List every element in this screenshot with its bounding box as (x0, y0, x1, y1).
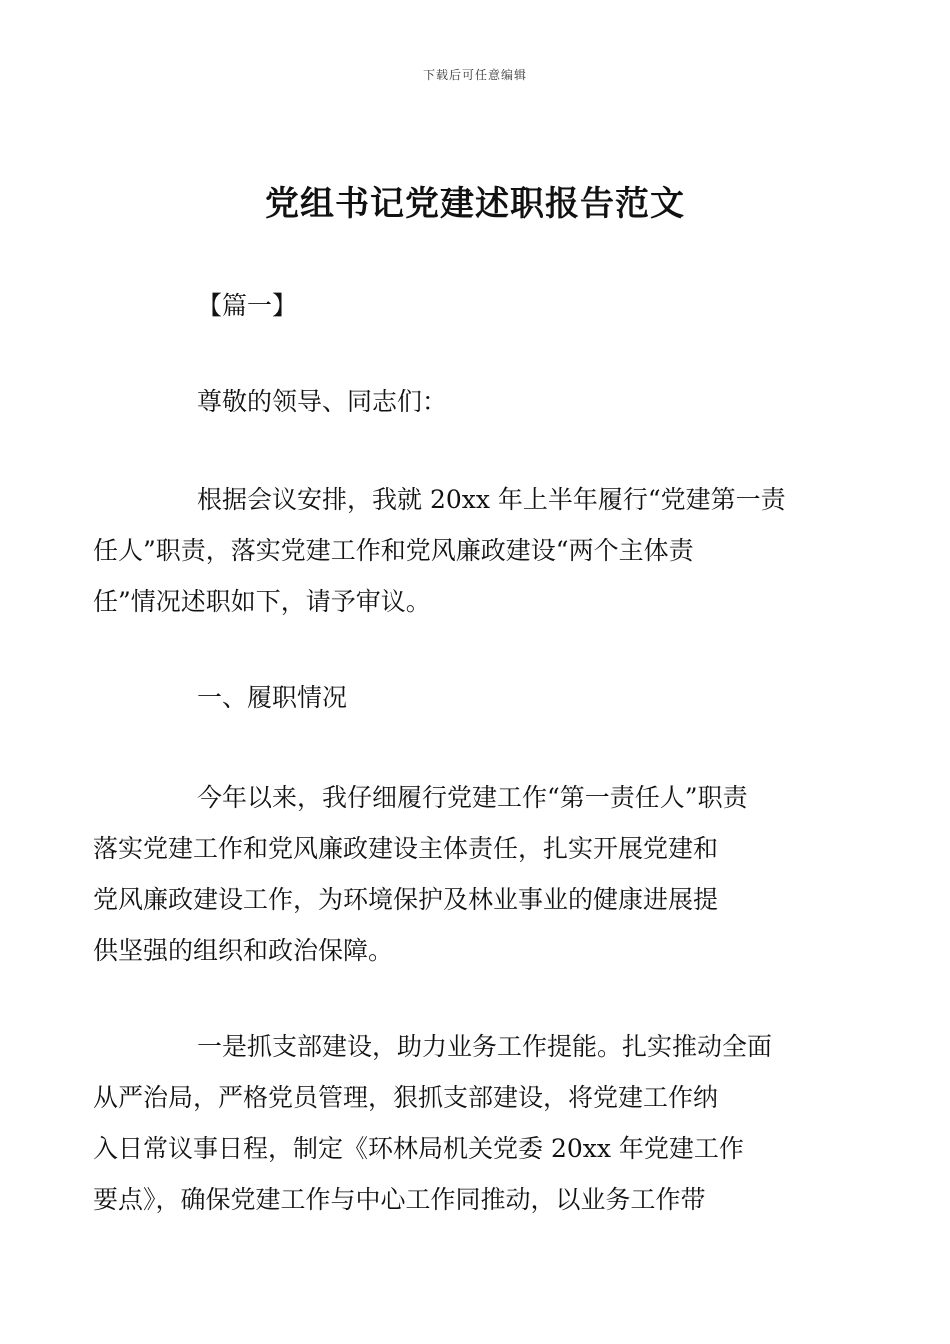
paragraph-line: 供坚强的组织和政治保障。 (93, 936, 394, 965)
paragraph-line: 党风廉政建设工作，为环境保护及林业事业的健康进展提 (93, 885, 719, 914)
document-title: 党组书记党建述职报告范文 (265, 184, 685, 224)
paragraph-line: 任”情况述职如下，请予审议。 (93, 587, 431, 616)
section-heading: 一、履职情况 (197, 683, 348, 712)
paragraph-line: 根据会议安排，我就 20xx 年上半年履行“党建第一责 (197, 485, 786, 514)
paragraph-1 (93, 474, 807, 627)
header-note: 下载后可任意编辑 (422, 68, 527, 82)
paragraph-line: 落实党建工作和党风廉政建设主体责任，扎实开展党建和 (93, 834, 719, 863)
paragraph-line: 一是抓支部建设，助力业务工作提能。扎实推动全面 (197, 1032, 773, 1061)
paragraph-line: 要点》，确保党建工作与中心工作同推动，以业务工作带 (93, 1185, 706, 1214)
paragraph-line: 入日常议事日程，制定《环林局机关党委 20xx 年党建工作 (93, 1134, 744, 1163)
paragraph-line: 任人”职责，落实党建工作和党风廉政建设“两个主体责 (93, 536, 694, 565)
paragraph-3 (93, 1021, 807, 1225)
paragraph-2 (93, 772, 807, 976)
section-tag: 【篇一】 (197, 291, 298, 320)
greeting: 尊敬的领导、同志们： (197, 387, 448, 416)
paragraph-line: 从严治局，严格党员管理，狠抓支部建设，将党建工作纳 (93, 1083, 719, 1112)
paragraph-line: 今年以来，我仔细履行党建工作“第一责任人”职责 (197, 783, 748, 812)
